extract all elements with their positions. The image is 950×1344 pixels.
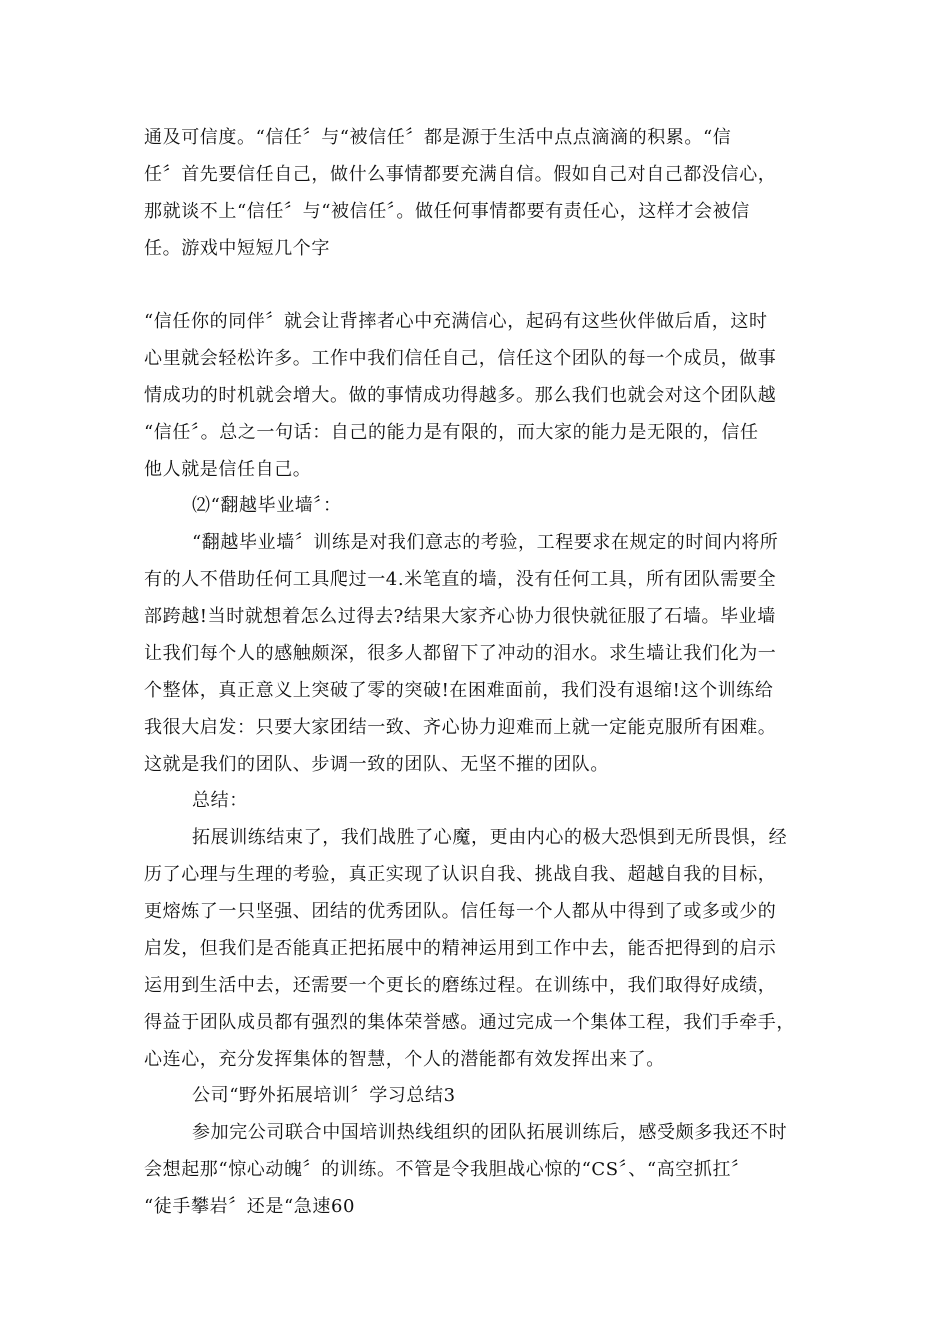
text-line: 心里就会轻松许多。工作中我们信任自己，信任这个团队的每一个成员，做事 <box>144 348 777 369</box>
text-line: 部跨越!当时就想着怎么过得去?结果大家齐心协力很快就征服了石墙。毕业墙 <box>144 606 776 627</box>
text-line: 他人就是信任自己。 <box>144 459 312 480</box>
text-line: 任〞首先要信任自己，做什么事情都要充满自信。假如自己对自己都没信心， <box>144 164 777 185</box>
text-line: 会想起那“惊心动魄〞的训练。不管是令我胆战心惊的“CS〞、“高空抓扛〞 <box>144 1159 750 1180</box>
text-line: 通及可信度。“信任〞与“被信任〞都是源于生活中点点滴滴的积累。“信 <box>144 127 732 148</box>
text-line: 运用到生活中去，还需要一个更长的磨练过程。在训练中，我们取得好成绩， <box>144 975 777 996</box>
text-line: 我很大启发：只要大家团结一致、齐心协力迎难而上就一定能克服所有困难。 <box>144 717 777 738</box>
text-line: 得益于团队成员都有强烈的集体荣誉感。通过完成一个集体工程，我们手牵手， <box>144 1012 795 1033</box>
section-heading: 公司“野外拓展培训〞学习总结3 <box>192 1085 456 1106</box>
text-line: 那就谈不上“信任〞与“被信任〞。做任何事情都要有责任心，这样才会被信 <box>144 201 750 222</box>
text-line: 历了心理与生理的考验，真正实现了认识自我、挑战自我、超越自我的目标， <box>144 864 777 885</box>
text-line: 启发，但我们是否能真正把拓展中的精神运用到工作中去，能否把得到的启示 <box>144 938 777 959</box>
text-line: 这就是我们的团队、步调一致的团队、无坚不摧的团队。 <box>144 754 609 775</box>
text-line: 个整体，真正意义上突破了零的突破!在困难面前，我们没有退缩!这个训练给 <box>144 680 774 701</box>
text-line: 心连心，充分发挥集体的智慧，个人的潜能都有效发挥出来了。 <box>144 1049 665 1070</box>
text-line: “翻越毕业墙〞训练是对我们意志的考验，工程要求在规定的时间内将所 <box>192 532 779 553</box>
text-line: 任。游戏中短短几个字 <box>144 238 330 259</box>
section-heading: ⑵“翻越毕业墙〞： <box>192 495 342 516</box>
text-line: 参加完公司联合中国培训热线组织的团队拓展训练后，感受颇多我还不时 <box>192 1122 788 1143</box>
section-heading: 总结： <box>192 790 248 811</box>
text-line: “信任你的同伴〞就会让背摔者心中充满信心，起码有这些伙伴做后盾，这时 <box>144 311 768 332</box>
text-line: 让我们每个人的感触颇深，很多人都留下了冲动的泪水。求生墙让我们化为一 <box>144 643 777 664</box>
text-line: 拓展训练结束了，我们战胜了心魔，更由内心的极大恐惧到无所畏惧，经 <box>192 827 788 848</box>
text-line: 情成功的时机就会增大。做的事情成功得越多。那么我们也就会对这个团队越 <box>144 385 777 406</box>
text-line: “徒手攀岩〞还是“急速60 <box>144 1196 356 1217</box>
text-line: “信任〞。总之一句话：自己的能力是有限的，而大家的能力是无限的，信任 <box>144 422 759 443</box>
text-line: 更熔炼了一只坚强、团结的优秀团队。信任每一个人都从中得到了或多或少的 <box>144 901 777 922</box>
text-line: 有的人不借助任何工具爬过一4.米笔直的墙，没有任何工具，所有团队需要全 <box>144 569 777 590</box>
